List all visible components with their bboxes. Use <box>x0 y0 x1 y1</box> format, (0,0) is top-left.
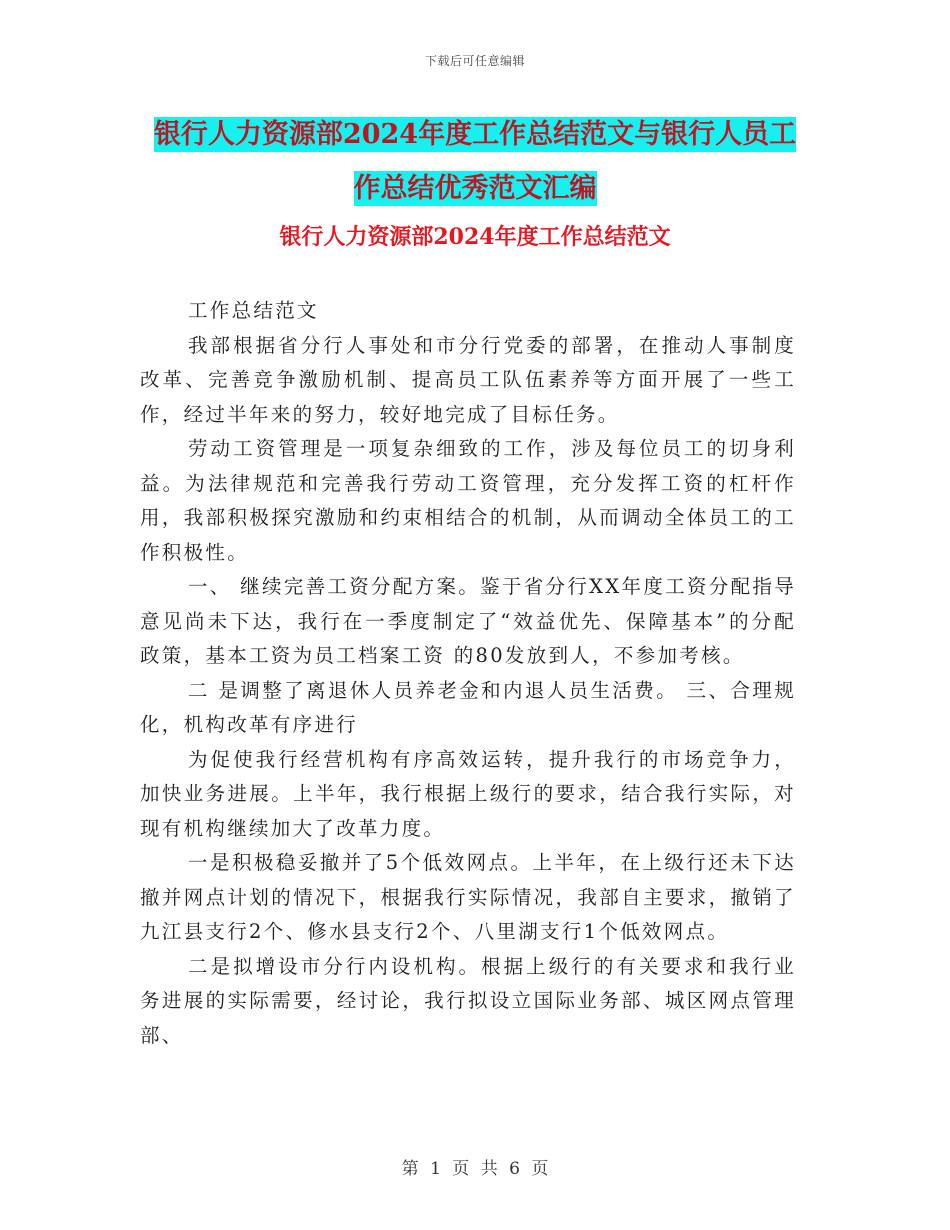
paragraph: 一是积极稳妥撤并了5个低效网点。上半年，在上级行还未下达撤并网点计划的情况下，根据我行实际情况，我部自主要求，撤销了九江县支行2个、修水县支行2个、八里湖支行1个低效网点。 <box>140 851 796 943</box>
main-title-line-1: 银行人力资源部2024年度工作总结范文与银行人员工 <box>153 119 797 150</box>
page-number: 第 1 页 共 6 页 <box>401 1159 549 1179</box>
paragraph: 二 是调整了离退休人员养老金和内退人员生活费。 三、合理规化，机构改革有序进行 <box>140 678 796 736</box>
section-title: 银行人力资源部2024年度工作总结范文 <box>279 224 671 250</box>
document-main-title <box>140 108 810 216</box>
document-body <box>140 294 796 1053</box>
paragraph: 一、 继续完善工资分配方案。鉴于省分行XX年度工资分配指导意见尚未下达，我行在一季度制定了“效益优先、保障基本”的分配政策，基本工资为员工档案工资 的80发放到人，不参加考核。 <box>140 575 796 667</box>
paragraph: 二是拟增设市分行内设机构。根据上级行的有关要求和我行业务进展的实际需要，经讨论，我行拟设立国际业务部、城区网点管理部、 <box>140 954 796 1047</box>
paragraph-label: 工作总结范文 <box>188 299 319 322</box>
page-header-note: 下载后可任意编辑 <box>424 54 525 68</box>
paragraph: 为促使我行经营机构有序高效运转，提升我行的市场竞争力，加快业务进展。上半年，我行根据上级行的要求，结合我行实际，对现有机构继续加大了改革力度。 <box>140 747 796 840</box>
paragraph: 我部根据省分行人事处和市分行党委的部署，在推动人事制度改革、完善竞争激励机制、提高员工队伍素养等方面开展了一些工作，经过半年来的努力，较好地完成了目标任务。 <box>140 333 796 426</box>
paragraph: 劳动工资管理是一项复杂细致的工作，涉及每位员工的切身利益。为法律规范和完善我行劳动工资管理，充分发挥工资的杠杆作用，我部积极探究激励和约束相结合的机制，从而调动全体员工的工作积极性。 <box>140 437 796 564</box>
main-title-line-2: 作总结优秀范文汇编 <box>353 173 597 204</box>
